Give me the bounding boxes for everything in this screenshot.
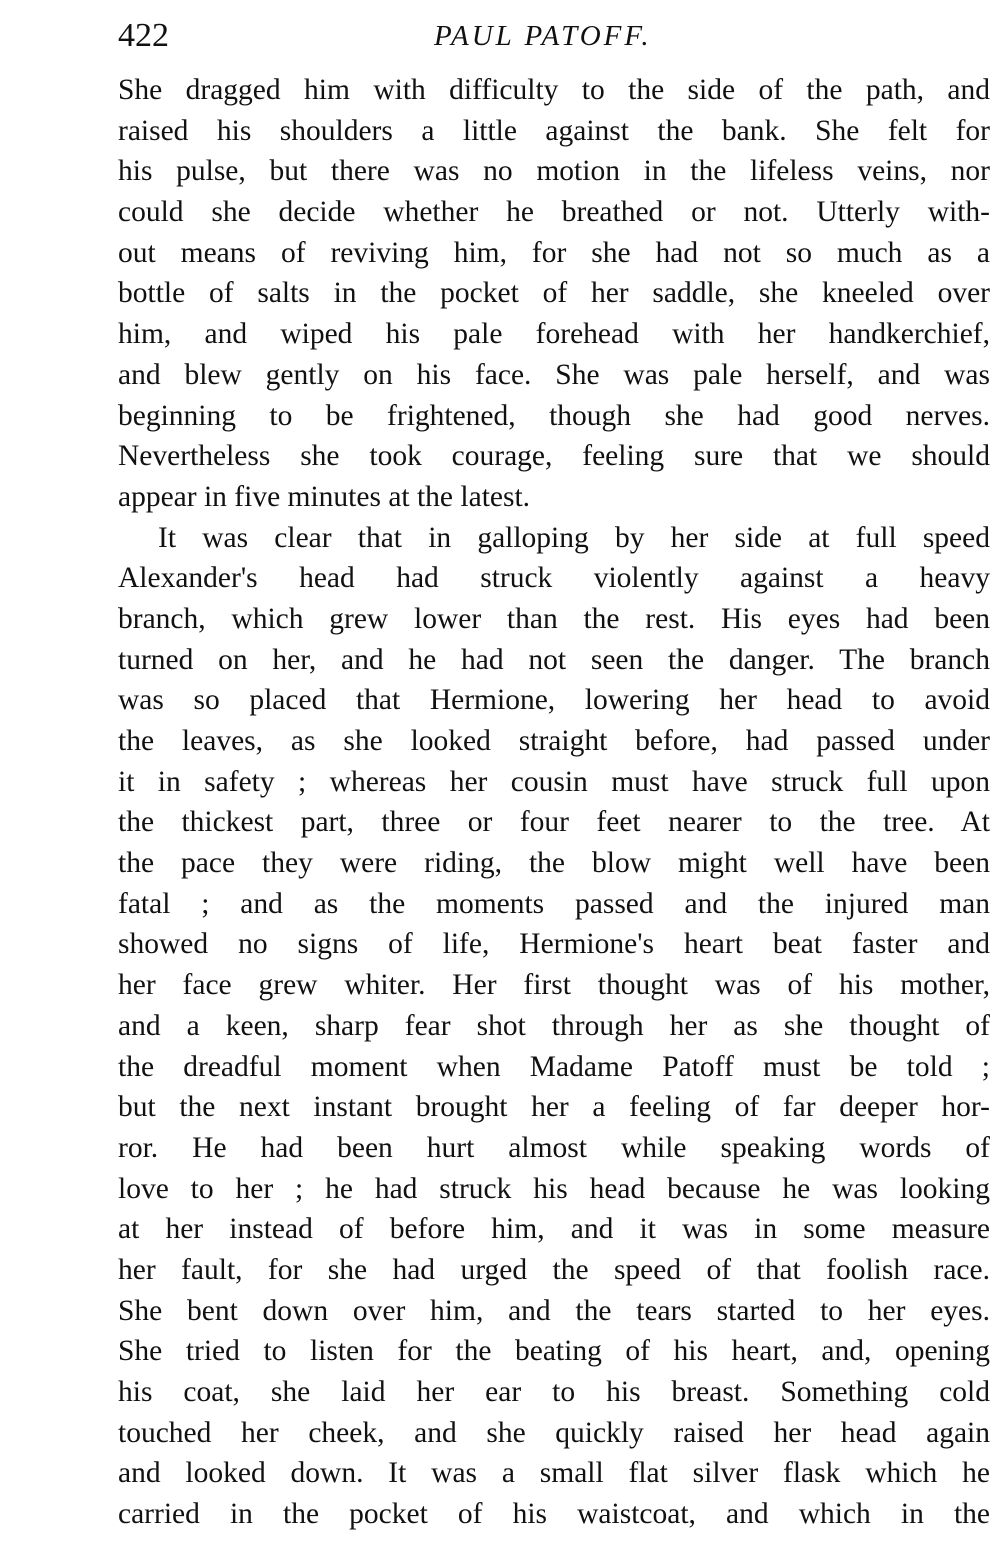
text-line: the pace they were riding, the blow might well have been <box>118 847 990 880</box>
text-line: turned on her, and he had not seen the danger. The branch <box>118 643 990 676</box>
text-line: ror. He had been hurt almost while speaking words of <box>118 1131 990 1164</box>
body-text <box>118 70 990 1535</box>
running-title: PAUL PATOFF. <box>434 20 652 52</box>
text-line: beginning to be frightened, though she had good nerves. <box>118 399 990 432</box>
text-line: the thickest part, three or four feet nearer to the tree. At <box>118 806 990 839</box>
text-line: the leaves, as she looked straight before, had passed under <box>118 725 990 757</box>
text-line: him, and wiped his pale forehead with her handkerchief, <box>118 318 990 351</box>
text-line: and a keen, sharp fear shot through her as she thought of <box>118 1009 990 1042</box>
text-line: out means of reviving him, for she had not so much as a <box>118 236 990 269</box>
text-line: was so placed that Hermione, lowering her head to avoid <box>118 684 990 717</box>
text-line: at her instead of before him, and it was in some measure <box>118 1213 990 1246</box>
text-line: branch, which grew lower than the rest. His eyes had been <box>118 602 990 635</box>
page-header <box>118 6 988 66</box>
text-line: could she decide whether he breathed or not. Utterly with- <box>118 196 990 229</box>
page-number: 422 <box>118 17 169 54</box>
text-line: it in safety ; whereas her cousin must have struck full upon <box>118 765 990 798</box>
text-line: love to her ; he had struck his head because he was looking <box>118 1172 990 1205</box>
text-line: She bent down over him, and the tears started to her eyes. <box>118 1294 990 1327</box>
text-line: Alexander's head had struck violently against a heavy <box>118 562 990 595</box>
text-line: showed no signs of life, Hermione's heart beat faster and <box>118 928 990 961</box>
text-line: She tried to listen for the beating of his heart, and, opening <box>118 1335 990 1368</box>
text-line: and blew gently on his face. She was pale herself, and was <box>118 358 990 391</box>
text-line: appear in five minutes at the latest. <box>118 480 531 513</box>
text-line: fatal ; and as the moments passed and the injured man <box>118 887 990 920</box>
text-line: touched her cheek, and she quickly raised her head again <box>118 1416 990 1449</box>
text-line: carried in the pocket of his waistcoat, and which in the <box>118 1498 990 1531</box>
text-line: It was clear that in galloping by her side at full speed <box>158 521 990 554</box>
text-line: her fault, for she had urged the speed of that foolish race. <box>118 1253 990 1286</box>
text-line: his coat, she laid her ear to his breast. Something cold <box>118 1376 990 1408</box>
text-line: raised his shoulders a little against the bank. She felt for <box>118 114 990 147</box>
text-line: the dreadful moment when Madame Patoff must be told ; <box>118 1050 990 1083</box>
text-line: but the next instant brought her a feeling of far deeper hor- <box>118 1091 990 1124</box>
text-line: his pulse, but there was no motion in the lifeless veins, nor <box>118 155 990 188</box>
text-line: and looked down. It was a small flat silver flask which he <box>118 1457 990 1490</box>
text-line: bottle of salts in the pocket of her saddle, she kneeled over <box>118 277 990 310</box>
text-line: her face grew whiter. Her first thought was of his mother, <box>118 969 990 1002</box>
text-line: Nevertheless she took courage, feeling sure that we should <box>118 440 990 473</box>
text-line: She dragged him with difficulty to the side of the path, and <box>118 74 990 106</box>
